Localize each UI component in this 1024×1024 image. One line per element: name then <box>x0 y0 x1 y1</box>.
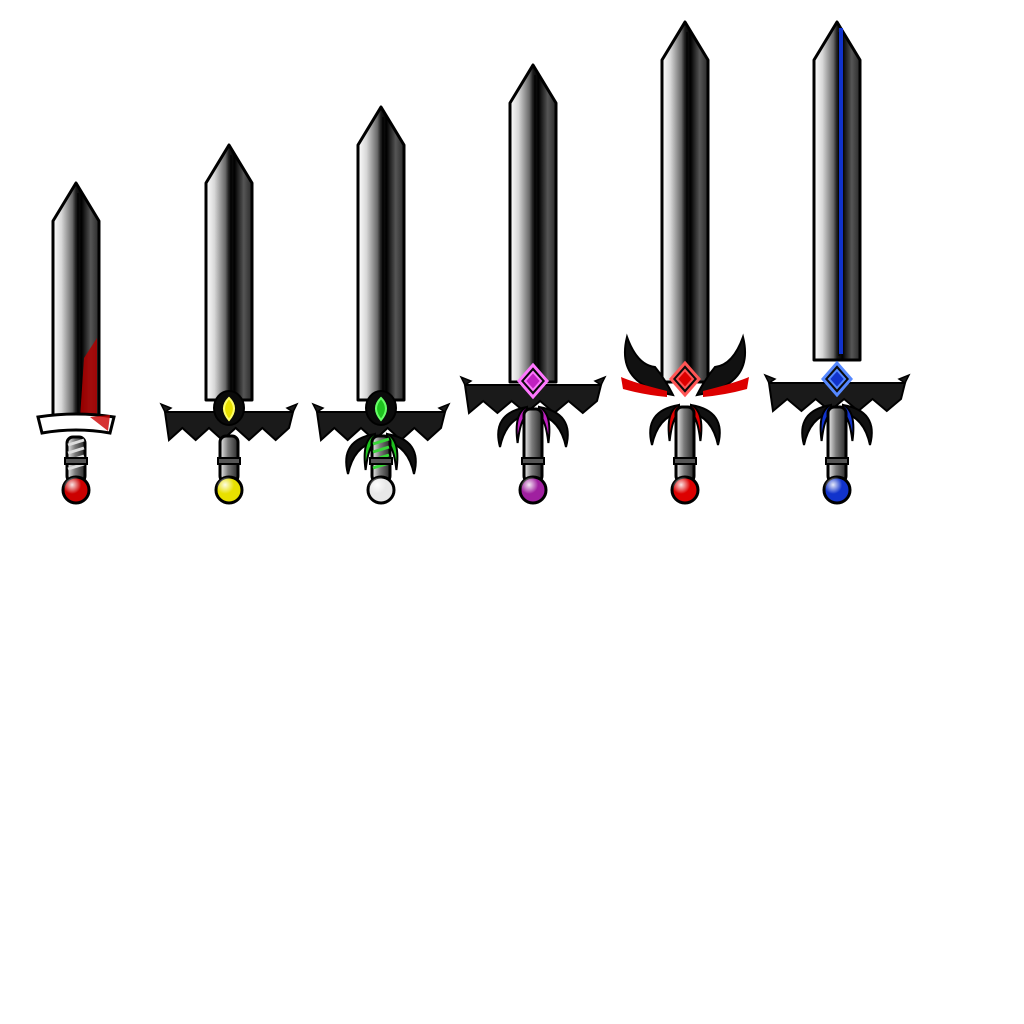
sword-tier-2 <box>161 145 297 503</box>
grip-ring <box>826 458 848 464</box>
grip-ring <box>218 458 240 464</box>
grip-ring <box>65 458 87 464</box>
grip <box>676 407 694 482</box>
pommel-shine <box>63 477 89 503</box>
sword-tier-4 <box>461 65 605 503</box>
gem <box>224 398 234 420</box>
sword-tier-5 <box>621 22 749 503</box>
blade <box>358 107 404 400</box>
grip-ring <box>370 458 392 464</box>
pommel-shine <box>216 477 242 503</box>
sword-tier-1 <box>38 183 114 503</box>
blade <box>510 65 556 382</box>
gem <box>376 398 386 420</box>
pommel-shine <box>824 477 850 503</box>
grip-ring <box>522 458 544 464</box>
pommel-shine <box>520 477 546 503</box>
sword-tier-6 <box>765 22 909 503</box>
grip-ring <box>674 458 696 464</box>
blade <box>206 145 252 400</box>
sword-tier-3 <box>313 107 449 503</box>
blade <box>814 22 860 360</box>
pommel-shine <box>672 477 698 503</box>
grip <box>524 409 542 482</box>
grip <box>828 407 846 482</box>
blade <box>662 22 708 382</box>
pommel-shine <box>368 477 394 503</box>
